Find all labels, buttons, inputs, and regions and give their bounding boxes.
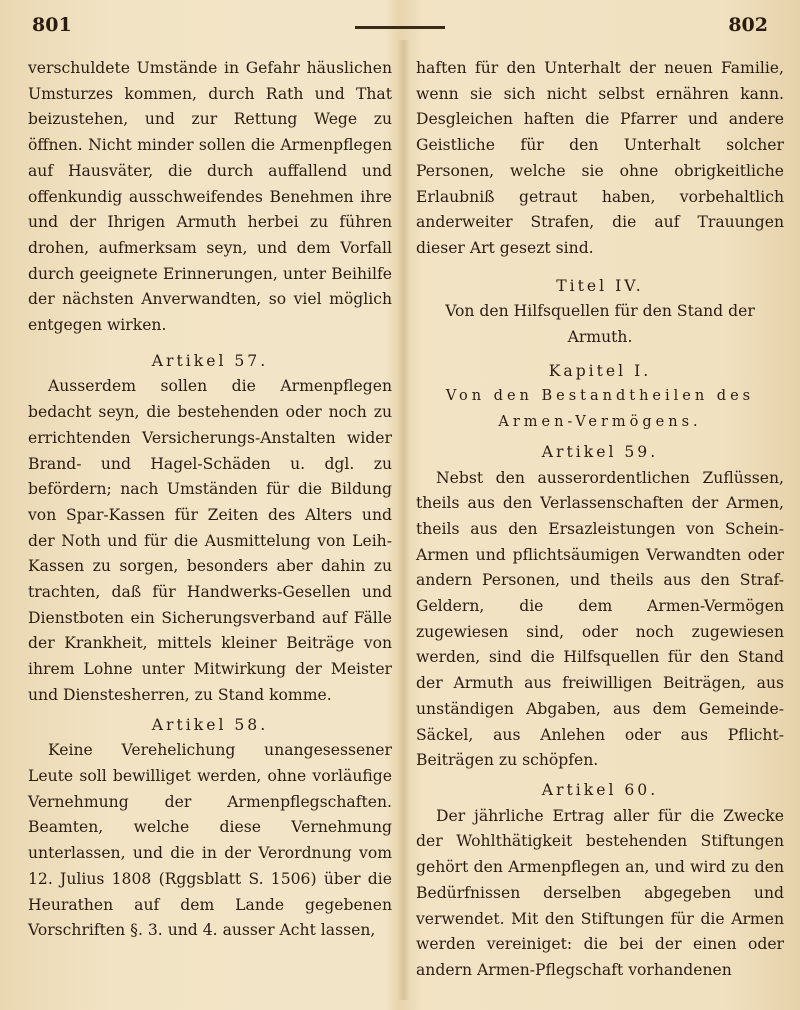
kapitel-heading: Kapitel I. — [548, 361, 652, 380]
article-58-text: Keine Verehelichung unangesessener Leute soll bewilliget werden, ohne vorläufige Vernehmung der Armenpflegschaften. Beamten, welche diese Vernehmung unterlassen, und die in der Verordnung vom 12. Julius 1808 (Rggsblatt S. 1506) über die Heurathen auf dem Lande gegebenen Vorschriften §. 3. und 4. ausser Acht lassen, — [28, 741, 392, 940]
paragraph-continuation: verschuldete Umstände in Gefahr häuslichen Umsturzes kommen, durch Rath und That beizustehen, und zur Rettung Wege zu öffnen. Nicht minder sollen die Armenpflegen auf Hausväter, die durch auffallend und offenkundig ausschweifendes Benehmen ihre und der Ihrigen Armuth herbei zu führen drohen, aufmerksam seyn, und dem Vorfall durch geeignete Erinnerungen, unter Beihilfe der nächsten Anverwandten, so viel möglich entgegen wirken. — [28, 59, 392, 335]
article-57-heading: Artikel 57. — [151, 351, 269, 370]
article-60-heading: Artikel 60. — [541, 780, 659, 799]
page-number-right: 802 — [728, 14, 768, 36]
article-59-heading: Artikel 59. — [541, 442, 659, 461]
header-rule — [355, 26, 445, 29]
paragraph-continuation: haften für den Unterhalt der neuen Familie, wenn sie sich nicht selbst ernähren kann. Desgleichen haften die Pfarrer und andere Geistliche für den Unterhalt solcher Personen, welche sie ohne obrigkeitliche Erlaubniß getraut haben, vorbehaltlich anderweiter Strafen, die auf Trauungen dieser Art gesezt sind. — [416, 59, 784, 257]
page-number-left: 801 — [32, 14, 72, 36]
article-59-text: Nebst den ausserordentlichen Zuflüssen, theils aus den Verlassenschaften der Armen, theils aus den Ersazleistungen von Schein-Armen und pflichtsäumigen Verwandten oder andern Personen, und theils aus den Straf-Geldern, die dem Armen-Vermögen zugewiesen sind, oder noch zugewiesen werden, sind die Hilfsquellen für den Stand der Armuth aus freiwilligen Beiträgen, aus unständigen Abgaben, aus dem Gemeinde-Säckel, aus Anlehen oder aus Pflicht-Beiträgen zu schöpfen. — [416, 468, 784, 770]
article-57-text: Ausserdem sollen die Armenpflegen bedacht seyn, die bestehenden oder noch zu errichtenden Versicherungs-Anstalten wider Brand- und Hagel-Schäden u. dgl. zu befördern; nach Umständen für die Bildung von Spar-Kassen für Zeiten des Alters und der Noth und für die Ausmittelung von Leih-Kassen zu sorgen, besonders aber dahin zu trachten, daß für Handwerks-Gesellen und Dienstboten ein Sicherungsverband auf Fälle der Krankheit, mittels kleiner Beiträge von ihrem Lohne unter Mitwirkung der Meister und Dienstesherren, zu Stand komme. — [28, 377, 392, 704]
right-column — [416, 56, 784, 984]
titel-heading: Titel IV. — [556, 276, 644, 295]
article-58-heading: Artikel 58. — [151, 715, 269, 734]
book-gutter — [398, 40, 410, 1000]
article-60-text: Der jährliche Ertrag aller für die Zwecke der Wohlthätigkeit bestehenden Stiftungen gehört den Armenpflegen an, und wird zu den Bedürfnissen derselben abgegeben und verwendet. Mit den Stiftungen für die Armen werden vereiniget: die bei der einen oder andern Armen-Pflegschaft vorhandenen — [416, 806, 784, 979]
kapitel-subheading: Von den Bestandtheilen des Armen-Vermögens. — [445, 388, 755, 431]
titel-subheading: Von den Hilfsquellen für den Stand der Armuth. — [445, 302, 755, 347]
left-column — [28, 56, 392, 944]
